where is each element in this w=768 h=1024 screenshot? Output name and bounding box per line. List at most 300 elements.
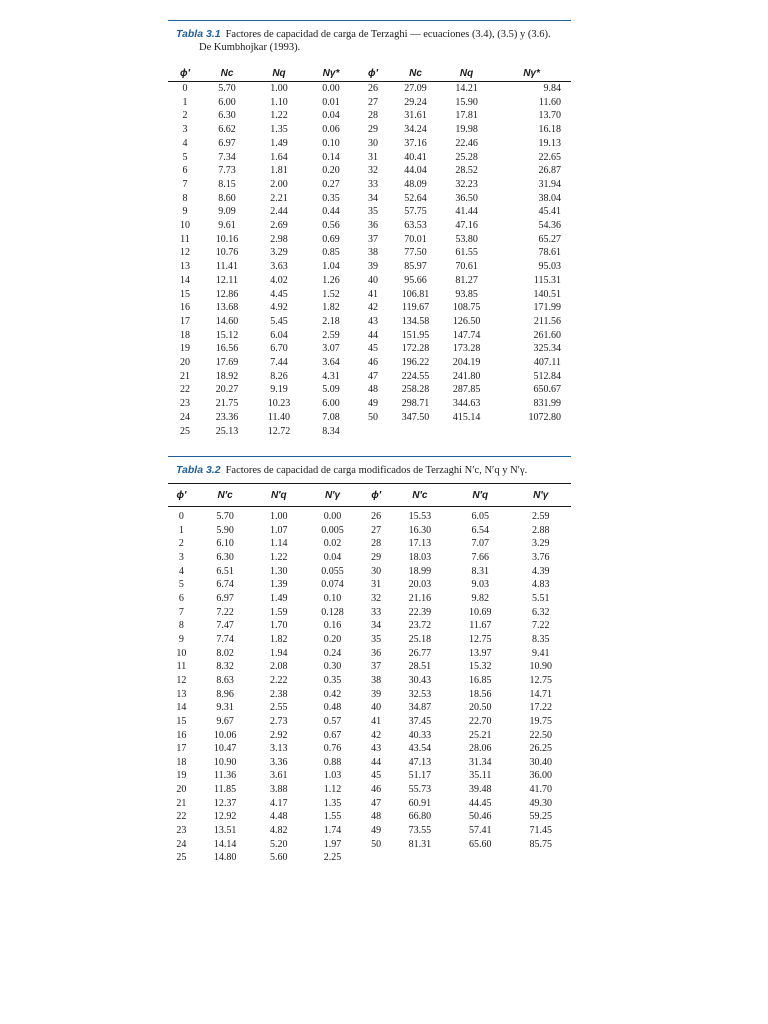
table-cell: 4.39 <box>531 565 550 577</box>
column-header: ϕ′ <box>168 66 202 82</box>
table-cell: 29.24 <box>404 96 427 108</box>
table-cell: 36 <box>368 220 378 232</box>
table-row <box>168 137 571 151</box>
table-cell: 2.22 <box>270 674 288 686</box>
table-row <box>168 301 571 315</box>
column-header: N′c <box>195 484 255 507</box>
table-cell: 1.26 <box>322 274 340 286</box>
table-cell <box>510 851 571 865</box>
table-cell: 0.04 <box>323 551 342 563</box>
table-row <box>168 551 571 565</box>
table-row <box>168 565 571 579</box>
table-cell: 18 <box>176 756 187 768</box>
column-header: ϕ′ <box>363 484 390 507</box>
table-cell: 2.00 <box>270 178 288 190</box>
table-cell: 32.53 <box>408 688 432 700</box>
table-cell: 126.50 <box>452 315 481 327</box>
table-cell: 147.74 <box>452 329 481 341</box>
table-cell: 95.66 <box>404 274 427 286</box>
table-cell: 1.04 <box>322 261 340 273</box>
table-cell: 17.13 <box>408 538 432 550</box>
table-row <box>168 701 571 715</box>
table-cell: 17 <box>176 743 187 755</box>
table-cell: 344.63 <box>452 398 481 410</box>
table-cell <box>390 425 441 439</box>
table-cell: 19.98 <box>455 124 478 136</box>
table-cell: 3.64 <box>322 357 340 369</box>
table-cell: 15.12 <box>215 329 239 341</box>
table-cell: 57.41 <box>469 825 492 837</box>
table-cell: 0.48 <box>323 702 342 714</box>
caption-line-2: De Kumbhojkar (1993). <box>199 42 301 53</box>
table-cell: 57.75 <box>404 206 427 218</box>
table-cell: 5.51 <box>531 592 550 604</box>
table-cell: 49 <box>371 825 382 837</box>
table-cell: 0.85 <box>322 247 340 259</box>
table-cell: 7.07 <box>471 538 490 550</box>
table-cell: 10 <box>180 220 190 232</box>
table-cell: 20.27 <box>215 384 239 396</box>
table-cell: 3.07 <box>322 343 340 355</box>
table-cell: 55.73 <box>408 784 432 796</box>
table-cell: 25.21 <box>469 729 492 741</box>
table-cell: 415.14 <box>452 411 481 423</box>
table-cell: 4.92 <box>270 302 288 314</box>
table-cell: 21.75 <box>215 398 239 410</box>
table-cell: 8.26 <box>270 370 288 382</box>
table-3-2 <box>168 456 571 865</box>
table-cell: 34.24 <box>404 124 427 136</box>
table-cell: 37 <box>368 233 378 245</box>
table-cell: 2.98 <box>270 233 288 245</box>
table-cell: 5.09 <box>322 384 340 396</box>
table-row <box>168 274 571 288</box>
table-cell: 25.28 <box>455 151 478 163</box>
table-cell: 1.07 <box>270 524 288 536</box>
table-cell: 51.17 <box>408 770 432 782</box>
table-cell: 49.30 <box>529 797 552 809</box>
table-cell: 26 <box>368 83 378 94</box>
table-cell: 6.00 <box>218 96 236 108</box>
table-cell: 14 <box>176 702 187 714</box>
table-cell: 2.92 <box>270 729 288 741</box>
table-cell: 6.32 <box>531 606 550 618</box>
table-cell: 53.80 <box>455 233 478 245</box>
table-cell: 26 <box>371 511 382 522</box>
column-header: N′q <box>450 484 510 507</box>
table-cell: 19 <box>176 770 187 782</box>
table-cell: 19.13 <box>538 137 561 149</box>
header-row <box>168 484 571 507</box>
table-cell: 287.85 <box>452 384 481 396</box>
table-cell: 8.34 <box>322 425 340 437</box>
table-cell: 12.75 <box>529 674 552 686</box>
table-cell: 0.67 <box>323 729 342 741</box>
table-cell: 261.60 <box>533 329 561 341</box>
table-cell: 2.21 <box>270 192 288 204</box>
table-cell: 32.23 <box>455 178 478 190</box>
table-cell: 17.22 <box>529 702 552 714</box>
table-cell: 5.70 <box>218 83 236 94</box>
column-header: N′γ <box>302 484 362 507</box>
table-cell: 31.61 <box>404 110 427 122</box>
table-cell: 9.19 <box>270 384 288 396</box>
table-cell: 16 <box>176 729 187 741</box>
table-cell: 48 <box>368 384 378 396</box>
caption-line-1: Factores de capacidad de carga modificados de Terzaghi N′c, N′q y N′γ. <box>225 465 528 476</box>
table-cell: 40.33 <box>408 729 432 741</box>
table-row <box>168 715 571 729</box>
table-cell: 23 <box>180 398 190 410</box>
table-cell: 21 <box>176 797 187 809</box>
table-cell: 1072.80 <box>528 411 561 423</box>
column-header: N′γ <box>510 484 571 507</box>
modified-bearing-capacity-table <box>168 484 571 865</box>
table-cell: 22 <box>176 811 187 823</box>
table-cell: 95.03 <box>538 261 561 273</box>
table-cell <box>441 425 492 439</box>
table-cell: 2.44 <box>270 206 288 218</box>
table-cell: 0.20 <box>323 633 342 645</box>
table-cell: 45 <box>368 343 378 355</box>
table-cell: 33 <box>368 178 378 190</box>
table-cell: 1 <box>178 524 184 536</box>
table-caption <box>168 457 571 477</box>
table-cell: 11.41 <box>215 261 239 273</box>
table-row <box>168 742 571 756</box>
table-row <box>168 507 571 524</box>
table-cell: 9.82 <box>471 592 490 604</box>
table-cell: 22.46 <box>455 137 478 149</box>
table-cell: 9.31 <box>216 702 234 714</box>
table-cell: 4.82 <box>270 825 288 837</box>
table-cell: 10.47 <box>213 743 237 755</box>
table-row <box>168 370 571 384</box>
table-cell: 7.47 <box>216 620 234 632</box>
table-row <box>168 647 571 661</box>
table-row <box>168 756 571 770</box>
table-cell: 27.09 <box>404 83 427 94</box>
table-cell: 38 <box>368 247 378 259</box>
table-cell: 2.88 <box>531 524 550 536</box>
table-cell: 31.34 <box>469 756 492 768</box>
table-row <box>168 619 571 633</box>
table-cell: 0.01 <box>322 96 340 108</box>
table-cell: 42 <box>368 302 378 314</box>
table-cell: 20 <box>180 357 190 369</box>
table-cell: 5.90 <box>216 524 234 536</box>
column-header: ϕ′ <box>356 66 390 82</box>
table-cell: 20.03 <box>408 579 432 591</box>
table-cell: 19.75 <box>529 715 552 727</box>
table-cell: 6.54 <box>471 524 490 536</box>
table-cell: 8.32 <box>216 661 234 673</box>
table-row <box>168 82 571 96</box>
table-cell: 10.16 <box>215 233 239 245</box>
table-cell: 11.36 <box>214 770 237 782</box>
table-cell: 18.03 <box>408 551 432 563</box>
table-cell: 1.03 <box>323 770 342 782</box>
table-cell: 407.11 <box>533 357 561 369</box>
table-cell: 85.97 <box>404 261 427 273</box>
table-cell: 46 <box>368 357 378 369</box>
header-row <box>168 66 571 82</box>
table-cell: 7.74 <box>216 633 234 645</box>
table-cell: 47 <box>368 370 378 382</box>
table-cell: 12.72 <box>267 425 291 437</box>
table-cell: 31.94 <box>538 178 561 190</box>
table-cell: 81.31 <box>408 838 432 850</box>
table-cell: 831.99 <box>533 398 561 410</box>
table-cell: 0.10 <box>323 592 342 604</box>
table-cell: 63.53 <box>404 220 427 232</box>
table-cell: 5 <box>178 579 184 591</box>
table-cell: 3.29 <box>270 247 288 259</box>
table-cell: 6.62 <box>218 124 236 136</box>
table-cell: 16.18 <box>538 124 561 136</box>
table-cell: 0.44 <box>322 206 340 218</box>
table-cell: 4.45 <box>270 288 288 300</box>
table-cell: 15 <box>180 288 190 300</box>
table-cell: 0.30 <box>323 661 342 673</box>
table-cell: 2.08 <box>270 661 288 673</box>
table-cell: 3.61 <box>270 770 288 782</box>
table-cell: 39 <box>371 688 382 700</box>
table-row <box>168 674 571 688</box>
table-cell: 41.70 <box>529 784 552 796</box>
table-cell: 10.76 <box>215 247 239 259</box>
table-cell: 61.55 <box>455 247 478 259</box>
table-cell: 7.44 <box>270 357 288 369</box>
table-cell: 1.74 <box>323 825 342 837</box>
table-cell: 0.88 <box>323 756 342 768</box>
table-cell: 18.56 <box>469 688 492 700</box>
table-cell <box>356 425 390 439</box>
table-cell: 20 <box>176 784 187 796</box>
table-cell: 49 <box>368 398 378 410</box>
table-cell: 6.00 <box>322 398 340 410</box>
table-cell: 1.22 <box>270 551 288 563</box>
table-cell: 0.00 <box>322 83 340 94</box>
table-cell: 7 <box>182 178 188 190</box>
table-cell: 134.58 <box>401 315 430 327</box>
table-cell: 1.12 <box>323 784 342 796</box>
table-cell: 77.50 <box>404 247 427 259</box>
table-cell: 44.04 <box>404 165 427 177</box>
table-cell: 21.16 <box>408 592 432 604</box>
table-cell: 38 <box>371 674 382 686</box>
table-cell: 119.67 <box>401 302 430 314</box>
table-cell: 2.55 <box>270 702 288 714</box>
table-cell: 3.88 <box>270 784 288 796</box>
table-row <box>168 260 571 274</box>
table-cell: 6.97 <box>218 137 236 149</box>
table-cell: 241.80 <box>452 370 481 382</box>
table-cell: 0 <box>182 83 188 94</box>
table-cell: 10.23 <box>267 398 291 410</box>
table-cell: 44 <box>368 329 378 341</box>
table-cell: 15.53 <box>408 511 432 522</box>
table-row <box>168 96 571 110</box>
table-row <box>168 769 571 783</box>
table-cell: 25.13 <box>215 425 239 437</box>
table-cell: 172.28 <box>401 343 430 355</box>
table-cell: 0.24 <box>323 647 342 659</box>
table-cell: 1.64 <box>270 151 288 163</box>
column-header: N′q <box>255 484 302 507</box>
table-cell: 1.00 <box>270 83 288 94</box>
table-caption <box>168 21 571 54</box>
table-cell: 31 <box>371 579 382 591</box>
table-cell: 11.67 <box>469 620 492 632</box>
table-cell: 1.52 <box>322 288 340 300</box>
table-cell: 0.35 <box>322 192 340 204</box>
table-cell: 7.73 <box>218 165 236 177</box>
table-cell: 6.74 <box>216 579 234 591</box>
table-cell: 0.69 <box>322 233 340 245</box>
table-cell: 1.00 <box>270 511 288 522</box>
table-cell: 196.22 <box>401 357 430 369</box>
table-cell: 8 <box>178 620 184 632</box>
column-header: Nq <box>252 66 306 82</box>
table-cell: 1.30 <box>270 565 288 577</box>
table-cell: 1.81 <box>270 165 288 177</box>
table-cell: 5.70 <box>216 511 234 522</box>
table-cell: 7.22 <box>531 620 550 632</box>
table-cell: 1.39 <box>270 579 288 591</box>
table-cell: 28 <box>368 110 378 122</box>
table-cell: 3 <box>178 551 184 563</box>
column-header: N′c <box>390 484 450 507</box>
table-cell: 15.90 <box>455 96 478 108</box>
table-cell: 10.06 <box>213 729 237 741</box>
table-cell: 6.30 <box>216 551 234 563</box>
table-cell <box>492 425 571 439</box>
table-cell: 8.60 <box>218 192 236 204</box>
table-cell: 60.91 <box>408 797 432 809</box>
table-cell: 41.44 <box>455 206 478 218</box>
table-row <box>168 342 571 356</box>
table-cell: 9.41 <box>531 647 550 659</box>
table-cell: 14.80 <box>213 852 237 864</box>
table-cell: 47.16 <box>455 220 478 232</box>
table-cell: 1.10 <box>270 96 288 108</box>
table-cell: 12.86 <box>215 288 239 300</box>
table-cell: 298.71 <box>401 398 430 410</box>
table-cell: 1.94 <box>270 647 288 659</box>
table-cell: 37.16 <box>404 137 427 149</box>
table-cell: 41 <box>371 715 382 727</box>
table-cell: 14 <box>180 274 190 286</box>
table-cell: 1.82 <box>270 633 288 645</box>
table-cell: 40 <box>371 702 382 714</box>
table-cell: 211.56 <box>533 315 561 327</box>
table-row <box>168 660 571 674</box>
table-cell: 27 <box>371 524 382 536</box>
table-cell: 15 <box>176 715 187 727</box>
table-cell: 37 <box>371 661 382 673</box>
table-cell: 47 <box>371 797 382 809</box>
table-cell: 0.20 <box>322 165 340 177</box>
table-cell: 17.81 <box>455 110 478 122</box>
table-cell: 28.52 <box>455 165 478 177</box>
table-cell: 18 <box>180 329 190 341</box>
table-cell: 40 <box>368 274 378 286</box>
table-cell: 70.01 <box>404 233 427 245</box>
table-cell: 23.36 <box>215 411 239 423</box>
table-cell: 70.61 <box>455 261 478 273</box>
table-3-1 <box>168 20 571 438</box>
table-cell: 14.21 <box>455 83 478 94</box>
column-header: Nc <box>390 66 441 82</box>
table-cell: 6 <box>178 592 184 604</box>
table-cell: 11.60 <box>538 96 561 108</box>
table-cell: 224.55 <box>401 370 430 382</box>
table-cell: 65.60 <box>469 838 492 850</box>
table-cell: 38.04 <box>538 192 561 204</box>
table-cell: 12.11 <box>215 274 239 286</box>
caption-line-1: Factores de capacidad de carga de Terzaghi — ecuaciones (3.4), (3.5) y (3.6). <box>225 29 551 40</box>
table-cell: 9.03 <box>471 579 490 591</box>
table-cell: 16 <box>180 302 190 314</box>
table-row <box>168 592 571 606</box>
table-row <box>168 356 571 370</box>
table-cell: 2.69 <box>270 220 288 232</box>
table-cell: 9.84 <box>543 83 561 94</box>
table-cell: 50.46 <box>469 811 492 823</box>
table-cell: 12.37 <box>213 797 237 809</box>
table-cell: 23 <box>176 825 187 837</box>
table-cell: 4.48 <box>270 811 288 823</box>
table-cell: 8.63 <box>216 674 234 686</box>
table-cell: 16.85 <box>469 674 492 686</box>
table-cell: 1.70 <box>270 620 288 632</box>
table-cell: 1 <box>182 96 188 108</box>
table-cell: 325.34 <box>533 343 561 355</box>
table-cell: 140.51 <box>533 288 561 300</box>
table-cell: 11 <box>176 661 187 673</box>
table-cell: 9 <box>178 633 184 645</box>
table-cell: 43.54 <box>408 743 432 755</box>
table-cell: 8 <box>182 192 188 204</box>
table-cell: 26.87 <box>538 165 561 177</box>
table-row <box>168 109 571 123</box>
table-cell: 20.50 <box>469 702 492 714</box>
table-cell: 71.45 <box>529 825 552 837</box>
table-cell: 85.75 <box>529 838 552 850</box>
table-cell: 3.13 <box>270 743 288 755</box>
table-cell: 34.87 <box>408 702 432 714</box>
table-row <box>168 851 571 865</box>
table-cell: 54.36 <box>538 220 561 232</box>
table-cell: 3.76 <box>531 551 550 563</box>
table-cell: 0.10 <box>322 137 340 149</box>
table-row <box>168 411 571 425</box>
table-cell: 6.04 <box>270 329 288 341</box>
table-cell <box>450 851 510 865</box>
table-cell: 30.43 <box>408 674 432 686</box>
table-cell: 31 <box>368 151 378 163</box>
table-cell: 2.73 <box>270 715 288 727</box>
table-cell: 0.14 <box>322 151 340 163</box>
table-cell: 4.02 <box>270 274 288 286</box>
table-cell: 7.22 <box>216 606 234 618</box>
table-cell: 15.32 <box>469 661 492 673</box>
table-cell: 0.16 <box>323 620 342 632</box>
table-cell: 33 <box>371 606 382 618</box>
table-cell: 35.11 <box>469 770 492 782</box>
table-cell: 2 <box>182 110 188 122</box>
